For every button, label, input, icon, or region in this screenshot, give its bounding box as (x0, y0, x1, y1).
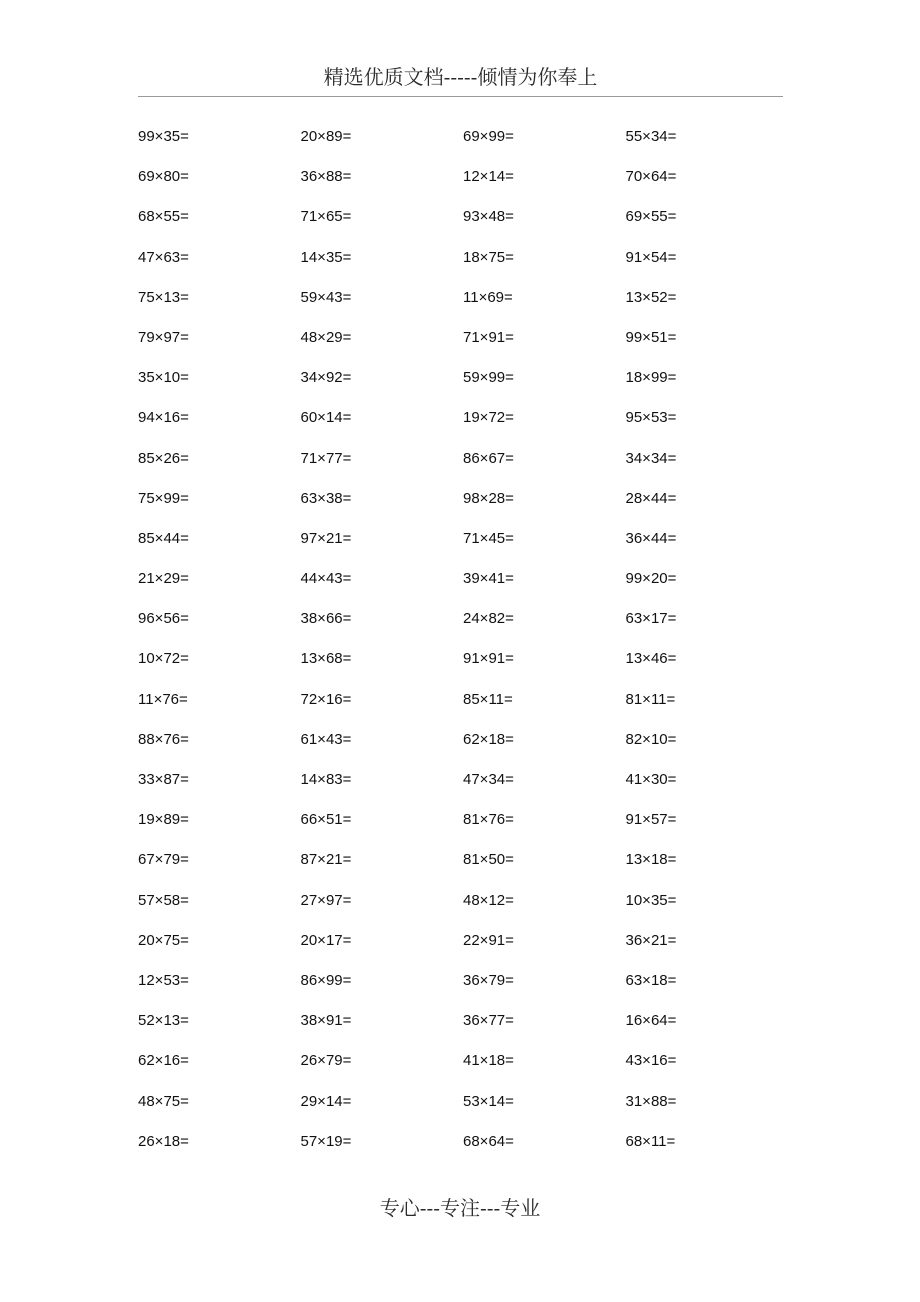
math-problem: 71×91= (463, 328, 514, 346)
math-problem: 69×99= (463, 128, 514, 145)
math-problem: 95×53= (625, 409, 677, 427)
math-problem: 66×51= (300, 811, 352, 829)
math-problem: 60×14= (300, 409, 352, 427)
math-problem: 41×30= (625, 771, 677, 788)
math-problem: 68×64= (463, 1132, 514, 1150)
worksheet-row (138, 528, 788, 568)
math-problem: 36×21= (625, 931, 677, 949)
math-problem: 48×12= (463, 891, 514, 909)
worksheet-row (138, 849, 788, 889)
math-problem: 99×35= (138, 128, 189, 145)
math-problem: 26×79= (300, 1052, 352, 1070)
worksheet-row (138, 448, 788, 488)
worksheet-row (138, 890, 788, 930)
worksheet-row (138, 247, 788, 287)
math-problem: 67×79= (138, 851, 189, 869)
math-problem: 69×80= (138, 168, 189, 186)
math-problem: 91×57= (625, 811, 677, 829)
math-problem: 10×35= (625, 891, 677, 909)
worksheet-row (138, 689, 788, 729)
header-title: 精选优质文档-----倾情为你奉上 (323, 65, 598, 89)
math-problem: 48×75= (138, 1092, 189, 1110)
math-problem: 44×43= (300, 570, 352, 588)
math-problem: 57×58= (138, 891, 189, 909)
math-problem: 11×76= (138, 690, 188, 708)
math-problem: 85×11= (463, 690, 513, 708)
math-problem: 82×10= (625, 730, 677, 748)
math-problem: 55×34= (625, 128, 677, 145)
worksheet-row (138, 327, 788, 367)
math-problem: 24×82= (463, 610, 514, 628)
math-problem: 11×69= (463, 288, 513, 306)
math-problem: 38×66= (300, 610, 352, 628)
math-problem: 13×46= (625, 650, 677, 668)
math-problem: 20×17= (300, 931, 352, 949)
math-problem: 10×72= (138, 650, 189, 668)
math-problem: 26×18= (138, 1132, 189, 1150)
worksheet-row (138, 206, 788, 246)
math-problem: 99×20= (625, 570, 677, 588)
worksheet-row (138, 568, 788, 608)
math-problem: 29×14= (300, 1092, 352, 1110)
math-problem: 63×18= (625, 971, 677, 989)
math-problem: 97×21= (300, 529, 352, 547)
worksheet-row (138, 166, 788, 206)
math-problem: 91×54= (625, 248, 677, 266)
math-problem: 70×64= (625, 168, 677, 186)
math-problem: 59×99= (463, 369, 514, 387)
math-problem: 34×34= (625, 449, 677, 467)
worksheet-row (138, 1131, 788, 1171)
math-problem: 21×29= (138, 570, 189, 588)
worksheet-row (138, 769, 788, 809)
math-problem: 36×79= (463, 971, 514, 989)
worksheet-row (138, 608, 788, 648)
math-problem: 27×97= (300, 891, 352, 909)
math-problem: 69×55= (625, 208, 677, 226)
math-problem: 75×13= (138, 288, 189, 306)
math-problem: 31×88= (625, 1092, 677, 1110)
math-problem: 13×68= (300, 650, 352, 668)
worksheet-row (138, 488, 788, 528)
math-problem: 79×97= (138, 328, 189, 346)
math-problem: 81×11= (625, 690, 676, 708)
math-problem: 52×13= (138, 1012, 189, 1030)
math-problem: 71×77= (300, 449, 352, 467)
math-problem: 12×53= (138, 971, 189, 989)
footer-text: 专心---专注---专业 (379, 1196, 541, 1220)
math-problem: 96×56= (138, 610, 189, 628)
worksheet-row (138, 1050, 788, 1090)
worksheet-row (138, 1091, 788, 1131)
math-problem: 14×35= (300, 248, 352, 266)
math-problem: 86×99= (300, 971, 352, 989)
worksheet-row (138, 729, 788, 769)
math-problem: 13×18= (625, 851, 677, 869)
worksheet-row (138, 367, 788, 407)
math-problem: 68×11= (625, 1132, 676, 1150)
page-footer (0, 1193, 920, 1223)
math-problem: 28×44= (625, 489, 677, 507)
math-problem: 63×38= (300, 489, 352, 507)
math-problem: 59×43= (300, 288, 352, 306)
math-problem: 71×45= (463, 529, 514, 547)
math-problem: 57×19= (300, 1132, 352, 1150)
math-problem: 20×89= (300, 128, 352, 145)
math-problem: 18×99= (625, 369, 677, 387)
worksheet-row (138, 126, 788, 166)
math-problem: 87×21= (300, 851, 352, 869)
math-problem: 62×16= (138, 1052, 189, 1070)
math-problem: 62×18= (463, 730, 514, 748)
math-problem: 71×65= (300, 208, 352, 226)
math-problem: 68×55= (138, 208, 189, 226)
math-problem: 53×14= (463, 1092, 514, 1110)
worksheet-row (138, 648, 788, 688)
math-problem: 93×48= (463, 208, 514, 226)
math-problem: 81×76= (463, 811, 514, 829)
math-problem: 19×72= (463, 409, 514, 427)
math-problem: 47×63= (138, 248, 189, 266)
math-problem: 99×51= (625, 328, 677, 346)
math-problem: 41×18= (463, 1052, 514, 1070)
worksheet-row (138, 930, 788, 970)
math-problem: 22×91= (463, 931, 514, 949)
math-problem: 34×92= (300, 369, 352, 387)
math-problem: 12×14= (463, 168, 514, 186)
worksheet-row (138, 970, 788, 1010)
math-problem: 81×50= (463, 851, 514, 869)
math-problem: 75×99= (138, 489, 189, 507)
math-problem: 36×88= (300, 168, 352, 186)
math-problem: 86×67= (463, 449, 514, 467)
math-problem: 13×52= (625, 288, 677, 306)
worksheet-row (138, 809, 788, 849)
math-problem: 47×34= (463, 771, 514, 788)
worksheet-row (138, 1010, 788, 1050)
math-problem: 48×29= (300, 328, 352, 346)
math-problem: 63×17= (625, 610, 677, 628)
math-problem: 33×87= (138, 771, 189, 788)
math-problem: 35×10= (138, 369, 189, 387)
math-problem: 14×83= (300, 771, 352, 788)
math-problem: 38×91= (300, 1012, 352, 1030)
math-problem: 98×28= (463, 489, 514, 507)
math-problem: 85×44= (138, 529, 189, 547)
math-problem: 18×75= (463, 248, 514, 266)
math-problem: 88×76= (138, 730, 189, 748)
math-problem: 61×43= (300, 730, 352, 748)
math-problem: 94×16= (138, 409, 189, 427)
math-problem: 36×77= (463, 1012, 514, 1030)
math-problem: 91×91= (463, 650, 514, 668)
math-problem: 36×44= (625, 529, 677, 547)
math-problem: 20×75= (138, 931, 189, 949)
worksheet-row (138, 287, 788, 327)
math-problem: 39×41= (463, 570, 514, 588)
math-problem: 43×16= (625, 1052, 677, 1070)
multiplication-worksheet (138, 126, 788, 1171)
worksheet-row (138, 407, 788, 447)
math-problem: 72×16= (300, 690, 352, 708)
math-problem: 16×64= (625, 1012, 677, 1030)
page-header (138, 62, 783, 97)
math-problem: 85×26= (138, 449, 189, 467)
math-problem: 19×89= (138, 811, 189, 829)
